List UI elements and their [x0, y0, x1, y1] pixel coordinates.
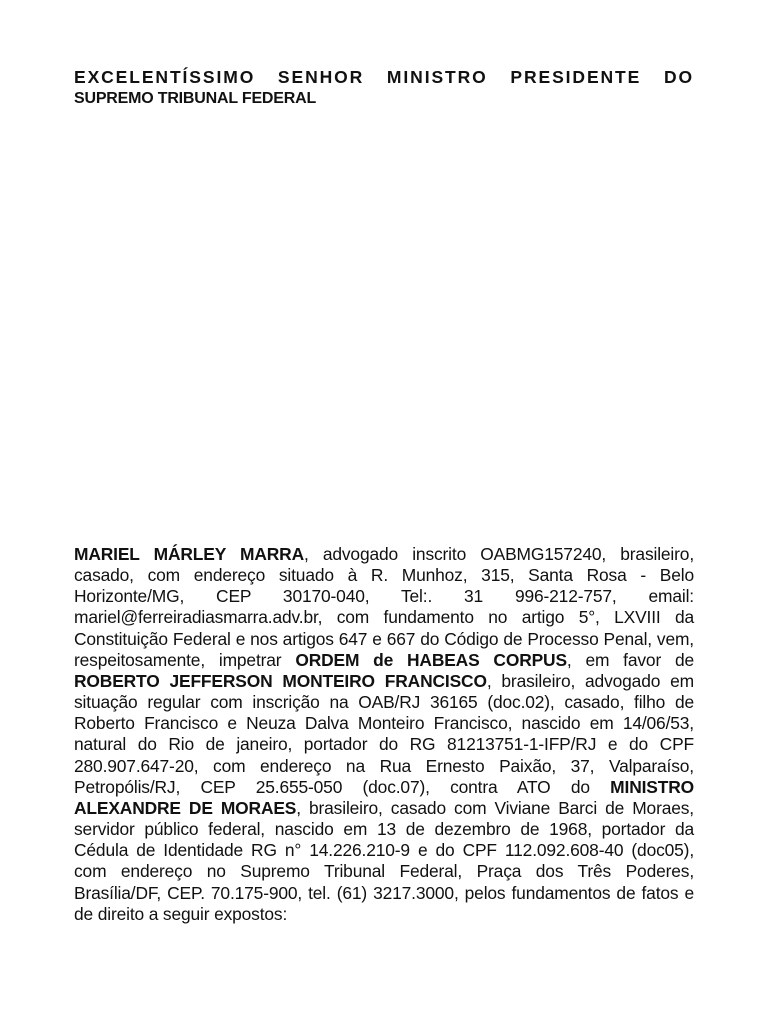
in-favor-of-text: , em favor de: [566, 649, 695, 670]
patient-name: ROBERTO JEFFERSON MONTEIRO FRANCISCO: [74, 670, 487, 691]
heading-line-2: SUPREMO TRIBUNAL FEDERAL: [74, 90, 317, 107]
habeas-corpus-action: ORDEM de HABEAS CORPUS: [295, 649, 567, 670]
petitioner-qualification-text: , advogado inscrito OABMG157240, brasileiro, casado, com endereço situado à R. Munhoz, 315, Santa Rosa - Belo Horizonte/MG, CEP 30170-040, Tel:. 31 996-212-757, email: mariel@ferreiradiasmarra.adv.br, com fundamento no artigo 5°, LXVIII da Constituição Federal e nos artigos 647 e 667 do Código de Processo Penal, vem, respeitosamente, impetrar: [74, 544, 694, 670]
document-heading: [74, 66, 694, 110]
petitioner-name: MARIEL MÁRLEY MARRA: [74, 544, 304, 564]
patient-qualification-text: , brasileiro, advogado em situação regular com inscrição na OAB/RJ 36165 (doc.02), casado, filho de Roberto Francisco e Neuza Dalva Monteiro Francisco, nascido em 14/06/53, natural do Rio de janeiro, portador do RG 81213751-1-IFP/RJ e do CPF 280.907.647-20, com endereço na Rua Ernesto Paixão, 37, Valparaíso, Petropólis/RJ, CEP 25.655-050 (doc.07), contra ATO do: [74, 670, 694, 797]
authority-qualification-text: , brasileiro, casado com Viviane Barci de Moraes, servidor público federal, nascido em 13 de dezembro de 1968, portador da Cédula de Identidade RG n° 14.226.210-9 e do CPF 112.092.608-40 (doc05), com endereço no Supremo Tribunal Federal, Praça dos Três Poderes, Brasília/DF, CEP. 70.175-900, tel. (61) 3217.3000, pelos fundamentos de fatos e de direito a seguir expostos:: [74, 797, 694, 924]
petition-paragraph: [74, 544, 694, 925]
coercing-authority-name: MINISTRO ALEXANDRE DE MORAES: [74, 776, 694, 818]
heading-line-1: EXCELENTÍSSIMO SENHOR MINISTRO PRESIDENTE DO: [74, 67, 694, 87]
